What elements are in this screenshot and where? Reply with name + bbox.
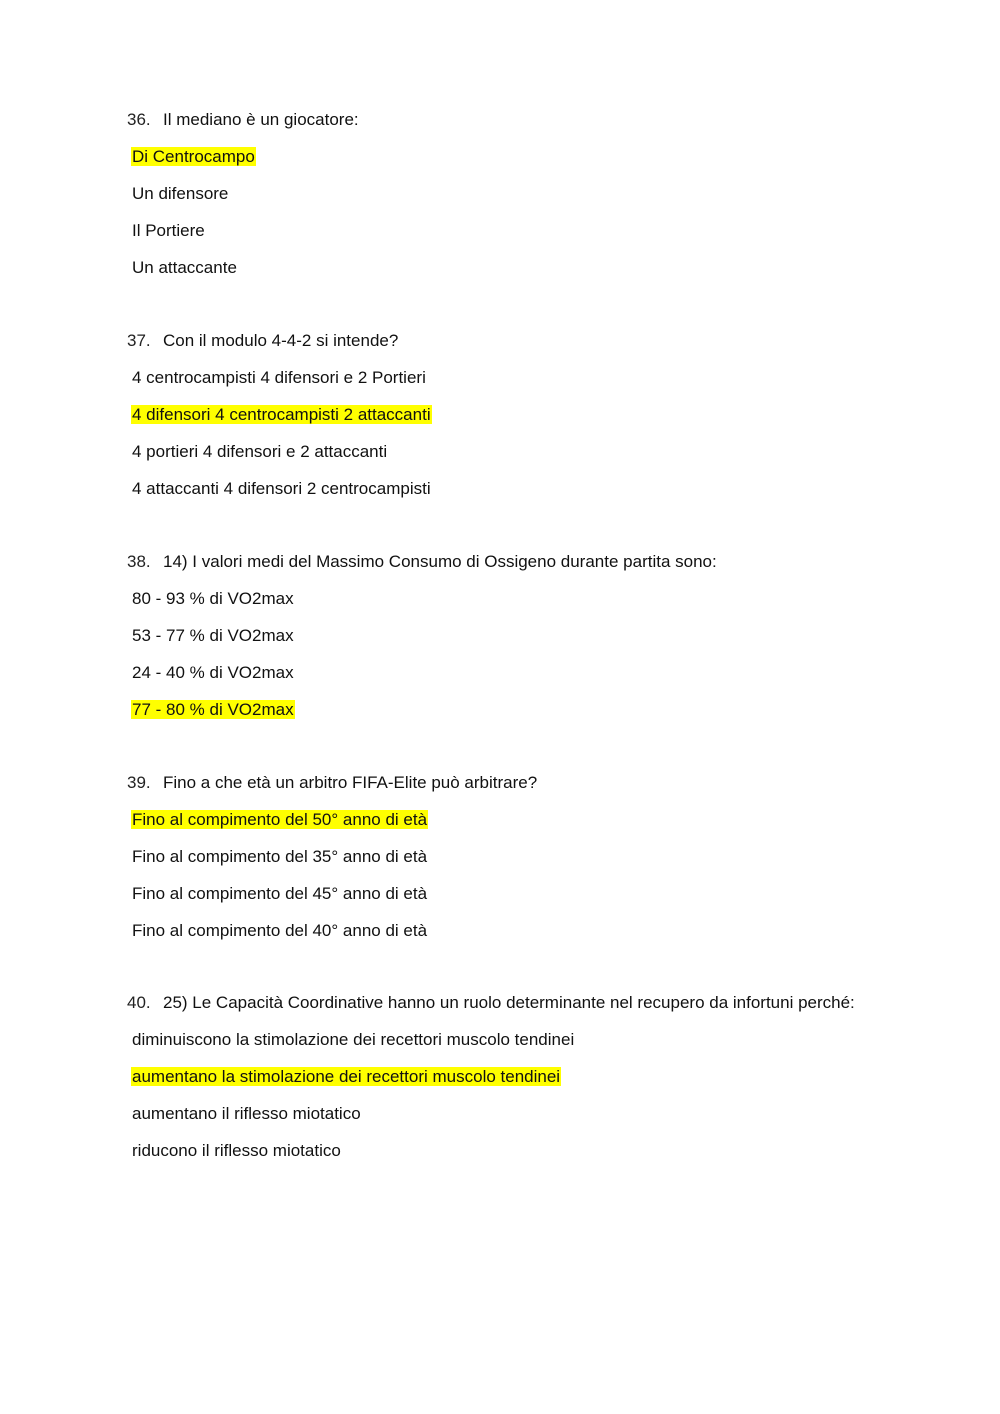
answer-option (127, 475, 947, 502)
answer-option (127, 1137, 947, 1164)
answer-option (127, 364, 947, 391)
question-text: Con il modulo 4-4-2 si intende? (163, 331, 399, 350)
answer-text: diminuiscono la stimolazione dei recettori muscolo tendinei (132, 1030, 575, 1049)
answer-option-correct (127, 1063, 947, 1090)
answer-text: Fino al compimento del 45° anno di età (132, 884, 428, 903)
question-number: 39. (127, 773, 151, 792)
answer-text: 4 portieri 4 difensori e 2 attaccanti (132, 442, 388, 461)
answer-option-correct (127, 401, 947, 428)
answer-list (127, 143, 947, 281)
answer-text: 53 - 77 % di VO2max (132, 626, 294, 645)
answer-option (127, 254, 947, 281)
question-text: 14) I valori medi del Massimo Consumo di Ossigeno durante partita sono: (163, 552, 717, 571)
answer-text: aumentano la stimolazione dei recettori muscolo tendinei (132, 1067, 561, 1086)
answer-text: Fino al compimento del 35° anno di età (132, 847, 428, 866)
question-38 (127, 548, 947, 723)
answer-text: 4 attaccanti 4 difensori 2 centrocampisti (132, 479, 431, 498)
answer-text: 4 centrocampisti 4 difensori e 2 Portieri (132, 368, 426, 387)
question-heading (127, 769, 947, 796)
answer-option (127, 1100, 947, 1127)
question-number: 36. (127, 110, 151, 129)
answer-option (127, 180, 947, 207)
question-37 (127, 327, 947, 502)
answer-option (127, 1026, 947, 1053)
answer-text: riducono il riflesso miotatico (132, 1141, 341, 1160)
answer-text: 80 - 93 % di VO2max (132, 589, 294, 608)
answer-list (127, 1026, 947, 1164)
question-text: 25) Le Capacità Coordinative hanno un ruolo determinante nel recupero da infortuni perché: (163, 993, 855, 1012)
question-heading (127, 106, 947, 133)
answer-option (127, 438, 947, 465)
answer-text: Il Portiere (132, 221, 205, 240)
answer-option (127, 880, 947, 907)
question-heading (127, 327, 947, 354)
answer-list (127, 364, 947, 502)
answer-text: 4 difensori 4 centrocampisti 2 attaccanti (132, 405, 431, 424)
answer-option (127, 843, 947, 870)
answer-option (127, 622, 947, 649)
question-heading (127, 548, 947, 575)
question-heading (127, 989, 947, 1016)
answer-text: Fino al compimento del 50° anno di età (132, 810, 428, 829)
answer-option (127, 659, 947, 686)
answer-text: Un attaccante (132, 258, 237, 277)
answer-text: 77 - 80 % di VO2max (132, 700, 294, 719)
question-text: Il mediano è un giocatore: (163, 110, 359, 129)
answer-text: Fino al compimento del 40° anno di età (132, 921, 428, 940)
answer-option-correct (127, 143, 947, 170)
question-40 (127, 989, 947, 1164)
answer-option (127, 585, 947, 612)
question-text: Fino a che età un arbitro FIFA-Elite può arbitrare? (163, 773, 538, 792)
answer-text: Di Centrocampo (132, 147, 255, 166)
answer-text: Un difensore (132, 184, 229, 203)
answer-text: aumentano il riflesso miotatico (132, 1104, 361, 1123)
answer-text: 24 - 40 % di VO2max (132, 663, 294, 682)
question-36 (127, 106, 947, 281)
answer-option (127, 917, 947, 944)
question-number: 38. (127, 552, 151, 571)
question-39 (127, 769, 947, 944)
answer-option-correct (127, 806, 947, 833)
question-number: 37. (127, 331, 151, 350)
answer-option (127, 217, 947, 244)
answer-list (127, 585, 947, 723)
question-number: 40. (127, 993, 151, 1012)
answer-list (127, 806, 947, 944)
answer-option-correct (127, 696, 947, 723)
